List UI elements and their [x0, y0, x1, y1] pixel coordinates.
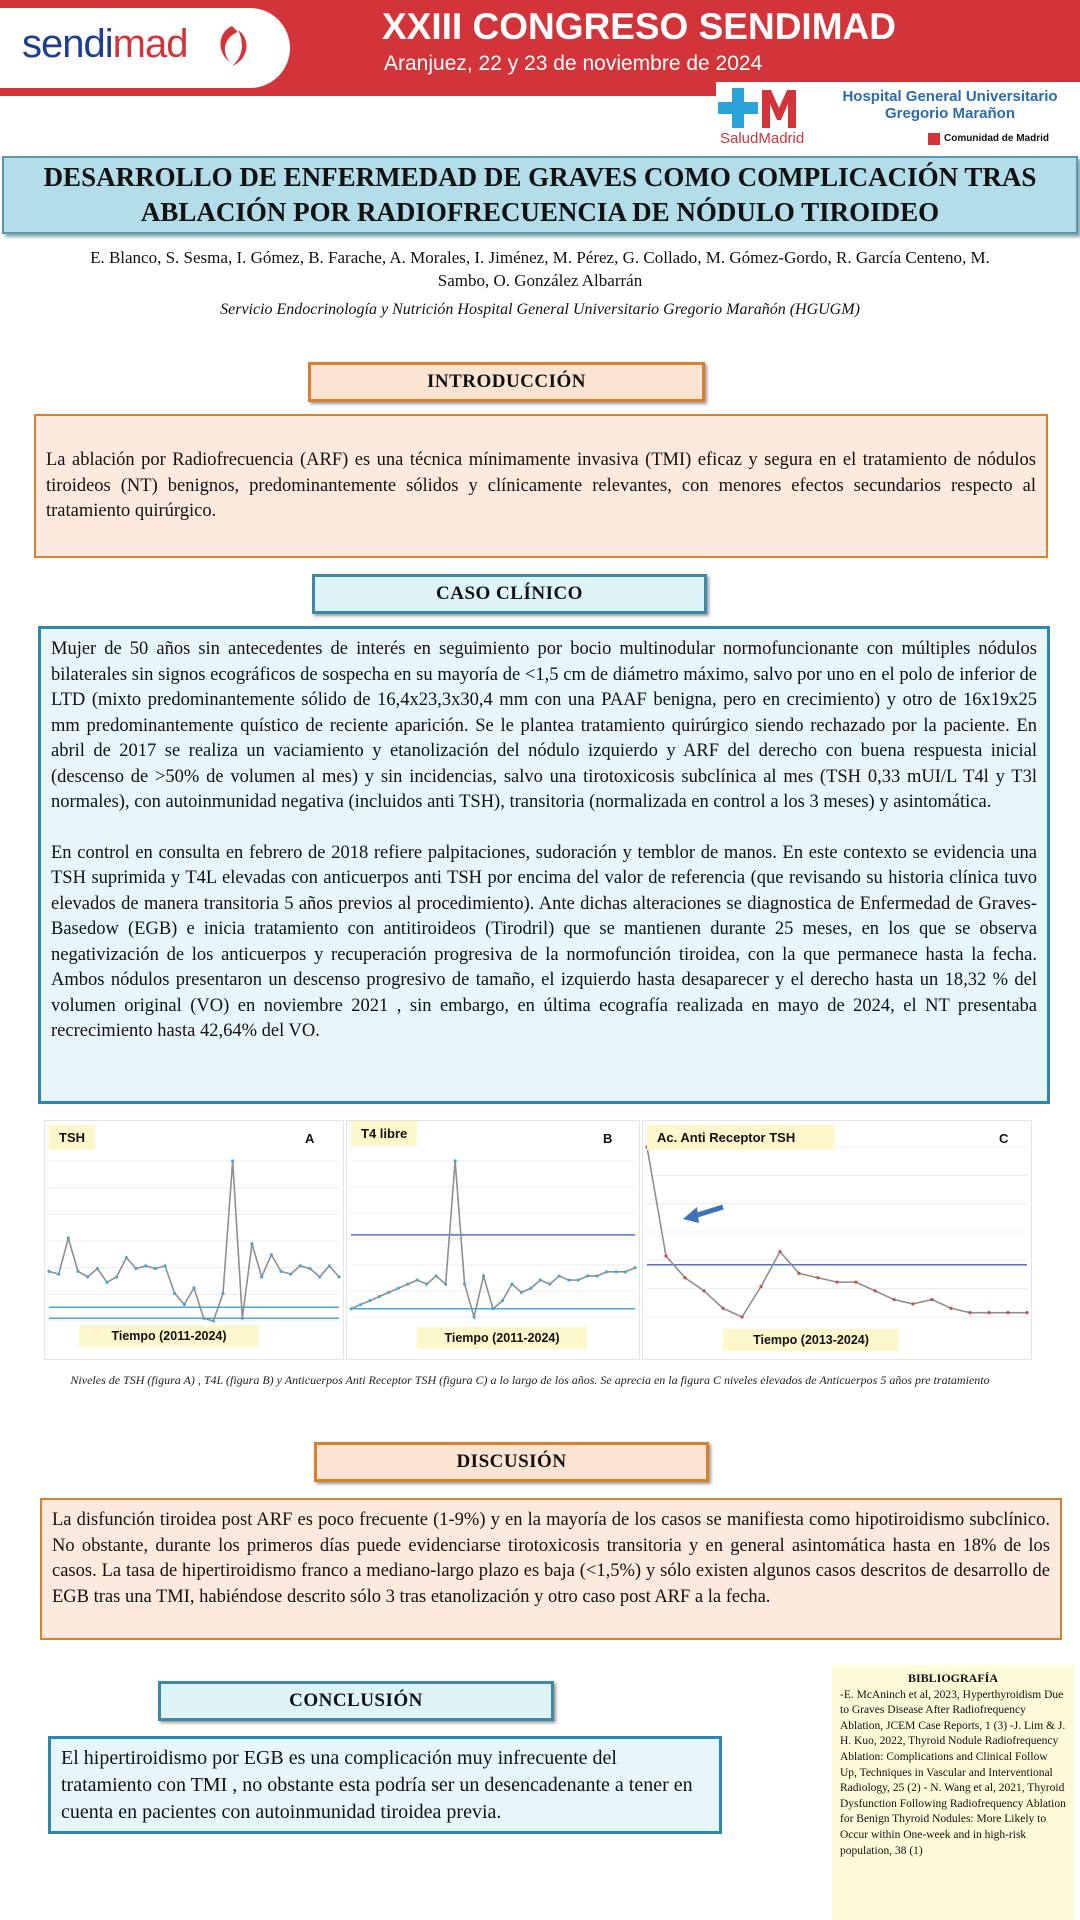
chart-b-data-point — [577, 1278, 580, 1281]
chart-b-data-point — [454, 1159, 457, 1162]
chart-c-data-point — [759, 1285, 762, 1288]
chart-b-data-point — [387, 1291, 390, 1294]
chart-a-data-point — [337, 1275, 340, 1278]
figure-caption: Niveles de TSH (figura A) , T4L (figura B) y Anticuerpos Anti Receptor TSH (figura C) a lo largo de los años. Se aprecia en la figura C niveles elevados de Anticuerpos 5 años pre tratamiento — [70, 1373, 990, 1387]
chart-a-data-point — [241, 1317, 244, 1320]
chart-a-data-point — [289, 1273, 292, 1276]
chart-c-panel-letter: C — [999, 1131, 1009, 1146]
chart-b-data-point — [548, 1283, 551, 1286]
chart-c-xlabel: Tiempo (2013-2024) — [723, 1329, 899, 1351]
chart-c-data-point — [911, 1302, 914, 1305]
chart-c-data-point — [873, 1289, 876, 1292]
chart-b-data-point — [482, 1274, 485, 1277]
chart-b-data-point — [444, 1283, 447, 1286]
chart-a-data-point — [192, 1286, 195, 1289]
sendimad-logo: sendimad — [22, 22, 188, 66]
chart-a-data-point — [299, 1264, 302, 1267]
congress-subtitle: Aranjuez, 22 y 23 de noviembre de 2024 — [384, 52, 763, 75]
bibliography-text: -E. McAninch et al, 2023, Hyperthyroidism Due to Graves Disease After Radiofrequency Ablation, JCEM Case Reports, 1 (3) -J. Lim & J. H. Kuo, 2022, Thyroid Nodule Radiofrequency Ablation: Complications and Clinical Follow Up, Techniques in Vascular and Interventional Radiology, 25 (2) - N. Wang et al, 2021, Thyroid Dysfunction Following Radiofrequency Ablation for Benign Thyroid Nodules: More Likely to Occur within One-week and in high-risk population, 38 (1) — [840, 1688, 1066, 1857]
chart-b-data-point — [397, 1287, 400, 1290]
affiliation: Servicio Endocrinología y Nutrición Hospital General Universitario Gregorio Marañón (HGUGM) — [220, 301, 860, 318]
chart-a-data-point — [47, 1270, 50, 1273]
chart-b-data-point — [378, 1295, 381, 1298]
comunidad-madrid-text: Comunidad de Madrid — [944, 133, 1049, 144]
conclusion-text: El hipertiroidismo por EGB es una complicación muy infrecuente del tratamiento con TMI , no obstante esta podría ser un desencadenante a tener en cuenta en pacientes con autoinmunidad tiroidea previa. — [61, 1747, 693, 1823]
chart-c-title: Ac. Anti Receptor TSH — [647, 1125, 835, 1150]
salud-madrid-text: SaludMadrid — [720, 130, 805, 147]
chart-c-data-point — [721, 1307, 724, 1310]
chart-b-xlabel: Tiempo (2011-2024) — [417, 1327, 587, 1349]
chart-a-data-point — [67, 1237, 70, 1240]
chart-b-data-point — [520, 1291, 523, 1294]
chart-c-data-point — [892, 1298, 895, 1301]
chart-a-data-point — [308, 1267, 311, 1270]
chart-b-data-point — [567, 1278, 570, 1281]
chart-b-data-point — [529, 1287, 532, 1290]
caso-paragraph-2: En control en consulta en febrero de 2018 refiere palpitaciones, sudoración y temblor de manos. En este contexto se evidencia una TSH suprimida y T4L elevadas con anticuerpos anti TSH por encima del valor de referencia (que revisando su historia clínica tuvo elevados de manera transitoria 5 años previos al procedimiento). Ante dichas alteraciones se diagnostica de Enfermedad de Graves-Basedow (EGB) e inicia tratamiento con antitiroideos (Tirodril) que se mantienen durante 25 meses, en los que se observa negativización de los anticuerpos y recuperación progresiva de la normofunción tiroidea, con la que permanece hasta la fecha. Ambos nódulos presentaron un descenso progresivo de tamaño, el izquierdo hasta desaparecer y el derecho hasta un 18,32 % del volumen original (VO) en noviembre 2021 , sin embargo, en última ecografía realizada en mayo de 2024, el NT presentaba recrecimiento hasta 42,64% del VO. — [51, 842, 1037, 1041]
bibliography-heading: BIBLIOGRAFÍA — [907, 1671, 999, 1685]
chart-b-data-point — [614, 1270, 617, 1273]
poster-title: DESARROLLO DE ENFERMEDAD DE GRAVES COMO COMPLICACIÓN TRAS ABLACIÓN POR RADIOFRECUENCIA DE NÓDULO TIROIDEO — [43, 162, 1037, 227]
chart-b-data-point — [406, 1283, 409, 1286]
chart-b-plot — [347, 1121, 641, 1361]
chart-c-data-point — [702, 1289, 705, 1292]
chart-b-data-point — [501, 1299, 504, 1302]
chart-a-tsh — [44, 1120, 344, 1360]
chart-a-data-point — [144, 1264, 147, 1267]
chart-a-data-point — [163, 1264, 166, 1267]
chart-c-data-point — [740, 1315, 743, 1318]
chart-a-data-point — [105, 1281, 108, 1284]
discusion-heading: DISCUSIÓN — [314, 1442, 709, 1482]
chart-c-data-point — [949, 1307, 952, 1310]
chart-a-data-point — [270, 1253, 273, 1256]
chart-b-data-point — [539, 1278, 542, 1281]
chart-c-data-point — [1006, 1311, 1009, 1314]
bibliography-box — [832, 1665, 1074, 1920]
chart-b-data-point — [491, 1307, 494, 1310]
chart-b-data-point — [510, 1283, 513, 1286]
chart-a-data-point — [96, 1267, 99, 1270]
chart-b-data-point — [472, 1315, 475, 1318]
chart-a-data-point — [212, 1319, 215, 1322]
congress-title: XXIII CONGRESO SENDIMAD — [382, 6, 896, 47]
chart-a-data-point — [328, 1264, 331, 1267]
discusion-text-box — [40, 1498, 1062, 1640]
chart-c-data-point — [835, 1281, 838, 1284]
intro-text: La ablación por Radiofrecuencia (ARF) es una técnica mínimamente invasiva (TMI) eficaz y segura en el tratamiento de nódulos tiroideos (NT) benignos, predominantemente sólidos y clínicamente relevantes, con menores efectos secundarios respecto al tratamiento quirúrgico. — [46, 450, 1036, 521]
chart-a-data-point — [318, 1275, 321, 1278]
authors: E. Blanco, S. Sesma, I. Gómez, B. Farache, A. Morales, I. Jiménez, M. Pérez, G. Collado, M. Gómez-Gordo, R. García Centeno, M. Sambo, O. González Albarrán — [90, 248, 990, 290]
chart-a-data-point — [57, 1273, 60, 1276]
chart-c-trab — [642, 1120, 1032, 1360]
poster-title-box — [2, 156, 1078, 234]
chart-b-data-point — [463, 1283, 466, 1286]
chart-c-data-point — [1025, 1311, 1028, 1314]
salud-madrid-logo-icon — [718, 86, 818, 130]
conclusion-text-box — [48, 1736, 722, 1834]
chart-c-data-point — [816, 1276, 819, 1279]
chart-c-data-point — [968, 1311, 971, 1314]
chart-b-data-point — [435, 1274, 438, 1277]
chart-a-data-point — [221, 1292, 224, 1295]
chart-a-title: TSH — [49, 1125, 95, 1150]
chart-b-data-point — [586, 1274, 589, 1277]
chart-b-data-point — [368, 1299, 371, 1302]
chart-c-data-point — [664, 1254, 667, 1257]
chart-b-data-point — [596, 1274, 599, 1277]
discusion-text: La disfunción tiroidea post ARF es poco frecuente (1-9%) y en la mayoría de los casos se manifiesta como hipotiroidismo subclínico. No obstante, durante los primeros días puede evidenciarse tirotoxicosis transitoria y en general asintomática hasta en 18% de los casos. La tasa de hipertiroidismo franco a mediano-largo plazo es baja (<1,5%) y sólo existen algunos casos descritos de desarrollo de EGB tras una TMI, habiéndose descrito sólo 3 tras etanolización y otro caso post ARF a la fecha. — [52, 1510, 1050, 1607]
chart-a-data-point — [154, 1267, 157, 1270]
chart-c-data-point — [797, 1272, 800, 1275]
chart-b-data-point — [558, 1274, 561, 1277]
chart-a-data-point — [250, 1242, 253, 1245]
chart-a-data-point — [260, 1275, 263, 1278]
chart-b-data-point — [624, 1270, 627, 1273]
chart-c-plot — [643, 1121, 1033, 1361]
caso-paragraph-1: Mujer de 50 años sin antecedentes de interés en seguimiento por bocio multinodular normofuncionante con múltiples nódulos bilaterales sin signos ecográficos de sospecha en su mayoría de <1,5 cm de diámetro máximo, salvo por uno en el polo de inferior de LTD (mixto predominantemente sólido de 16,4x23,3x30,4 mm con una PAAF benigna, pero en crecimiento) y otro de 16x19x25 mm predominantemente quístico de reciente aparición. Se le plantea tratamiento quirúrgico siendo rechazado por la paciente. En abril de 2017 se realiza un vaciamiento y etanolización del nódulo izquierdo y ARF del derecho con buena respuesta inicial (descenso de >50% de volumen al mes) y sin incidencias, salvo una tirotoxicosis subclínica al mes (TSH 0,33 mUI/L T4l y T3l normales), con autoinmunidad negativa (incluidos anti TSH), transitoria (normalizada en control a los 3 meses) y asintomática. — [51, 639, 1037, 812]
chart-b-data-point — [349, 1307, 352, 1310]
chart-a-data-point — [279, 1270, 282, 1273]
chart-b-title: T4 libre — [351, 1121, 417, 1146]
chart-b-data-point — [359, 1303, 362, 1306]
chart-a-data-point — [86, 1275, 89, 1278]
chart-a-data-point — [183, 1303, 186, 1306]
chart-a-data-point — [202, 1317, 205, 1320]
intro-text-box — [34, 414, 1048, 558]
chart-c-data-point — [854, 1281, 857, 1284]
chart-a-data-point — [76, 1270, 79, 1273]
chart-c-data-point — [778, 1250, 781, 1253]
chart-a-data-point — [125, 1256, 128, 1259]
chart-c-data-point — [683, 1276, 686, 1279]
chart-c-data-point — [930, 1298, 933, 1301]
chart-b-panel-letter: B — [603, 1131, 613, 1146]
chart-b-data-point — [633, 1266, 636, 1269]
chart-a-panel-letter: A — [305, 1131, 315, 1146]
sendimad-swirl-icon — [208, 22, 256, 70]
chart-b-data-point — [416, 1278, 419, 1281]
chart-b-t4l — [346, 1120, 640, 1360]
chart-c-data-point — [987, 1311, 990, 1314]
comunidad-madrid-flag-icon — [928, 133, 940, 145]
caso-text-box — [38, 626, 1050, 1104]
chart-c-arrow-head-icon — [683, 1207, 699, 1223]
caso-heading: CASO CLÍNICO — [312, 574, 707, 614]
chart-a-data-point — [173, 1292, 176, 1295]
chart-b-data-point — [605, 1270, 608, 1273]
chart-a-xlabel: Tiempo (2011-2024) — [79, 1325, 259, 1347]
chart-b-data-point — [425, 1283, 428, 1286]
intro-heading: INTRODUCCIÓN — [308, 362, 705, 402]
chart-a-data-point — [115, 1275, 118, 1278]
chart-a-data-point — [134, 1267, 137, 1270]
hospital-name: Hospital General Universitario Gregorio Marañon — [842, 88, 1058, 122]
conclusion-heading: CONCLUSIÓN — [158, 1681, 554, 1721]
chart-a-data-point — [231, 1159, 234, 1162]
